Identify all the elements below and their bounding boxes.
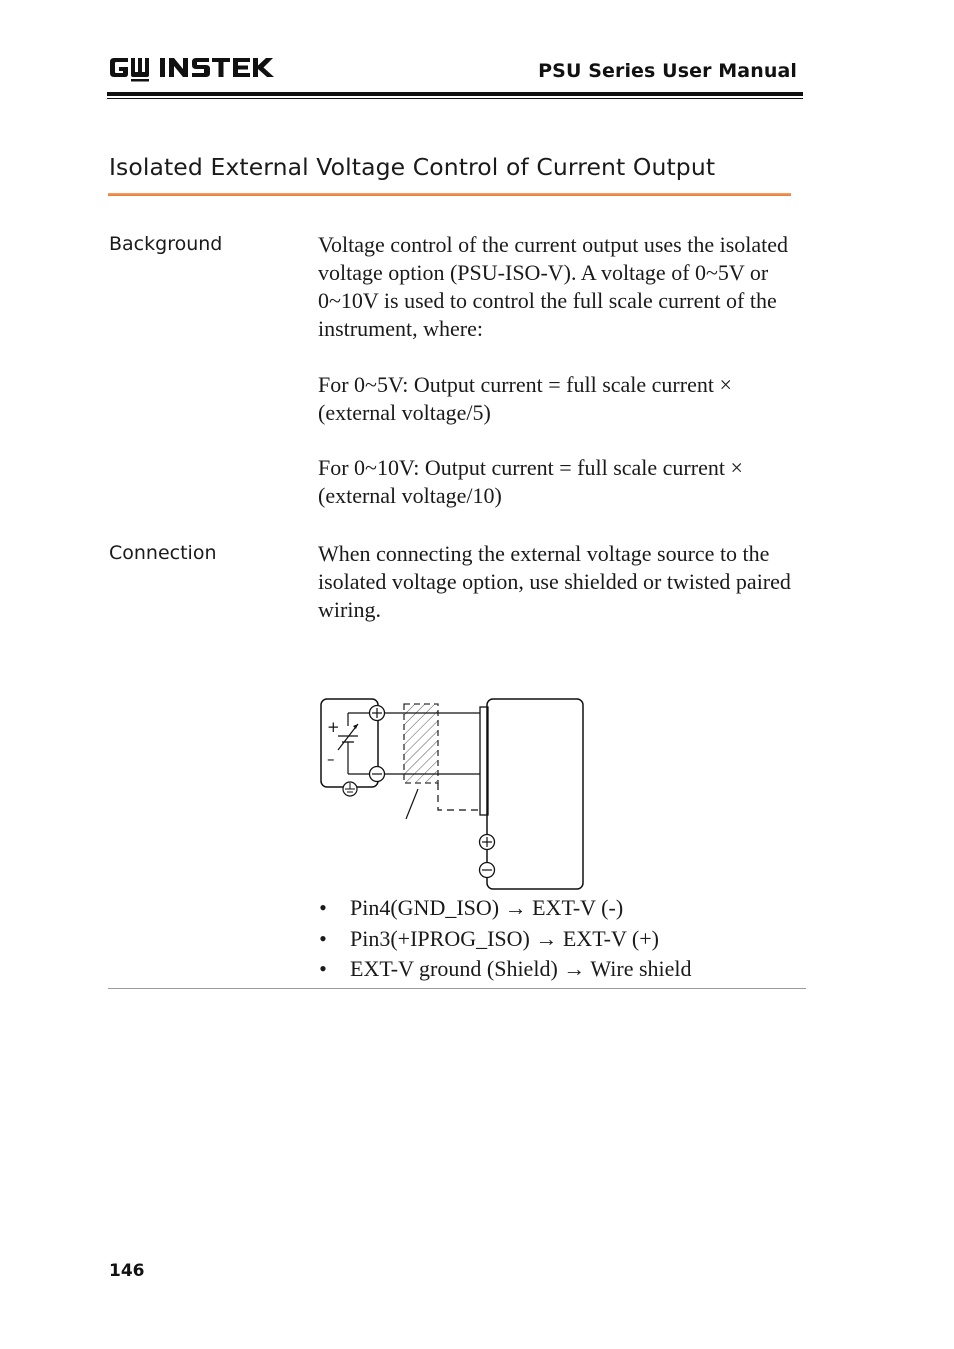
header-rule: [107, 92, 803, 96]
wire-shield: [404, 704, 438, 783]
variable-voltage-source-icon: [338, 713, 370, 774]
wiring-diagram: [300, 690, 600, 900]
list-item: • EXT-V ground (Shield) → Wire shield: [318, 954, 808, 985]
section-bottom-rule: [108, 988, 806, 989]
manual-title: PSU Series User Manual: [538, 60, 797, 82]
shield-drain-wire: [438, 783, 480, 810]
output-plus-terminal-icon: [480, 835, 495, 850]
background-paragraph-3: For 0~10V: Output current = full scale current × (external voltage/10): [318, 455, 743, 508]
page-number: 146: [109, 1261, 145, 1281]
bullet-icon: •: [319, 956, 327, 981]
logo-mark-icon: [108, 54, 278, 82]
shield-leader-line: [406, 789, 418, 819]
source-minus-label: –: [327, 750, 335, 768]
source-plus-label: +: [327, 718, 340, 736]
background-paragraph-2: For 0~5V: Output current = full scale current × (external voltage/5): [318, 372, 732, 425]
pin-mapping-list: [318, 893, 808, 985]
psu-instrument-box: [487, 699, 583, 889]
list-item: • Pin4(GND_ISO) → EXT-V (-): [318, 893, 808, 924]
gw-instek-logo: [108, 54, 278, 87]
source-plus-terminal-icon: [370, 706, 385, 721]
source-minus-terminal-icon: [370, 767, 385, 782]
header-rule-thin: [107, 98, 803, 99]
connection-label: Connection: [109, 542, 217, 564]
bullet-icon: •: [319, 925, 327, 951]
background-paragraph-1: Voltage control of the current output uses the isolated voltage option (PSU-ISO-V). A voltage of 0~5V or 0~10V is used to control the full scale current of the instrument, where:: [318, 232, 789, 341]
background-label: Background: [109, 233, 223, 255]
section-title: Isolated External Voltage Control of Current Output: [109, 153, 716, 181]
bullet-icon: •: [319, 895, 327, 920]
output-minus-terminal-icon: [480, 863, 495, 878]
connection-paragraph: When connecting the external voltage source to the isolated voltage option, use shielded or twisted paired wiring.: [318, 541, 791, 622]
ground-icon: [343, 782, 357, 796]
list-item: • Pin3(+IPROG_ISO) → EXT-V (+): [318, 924, 808, 955]
section-underline: [108, 193, 791, 196]
